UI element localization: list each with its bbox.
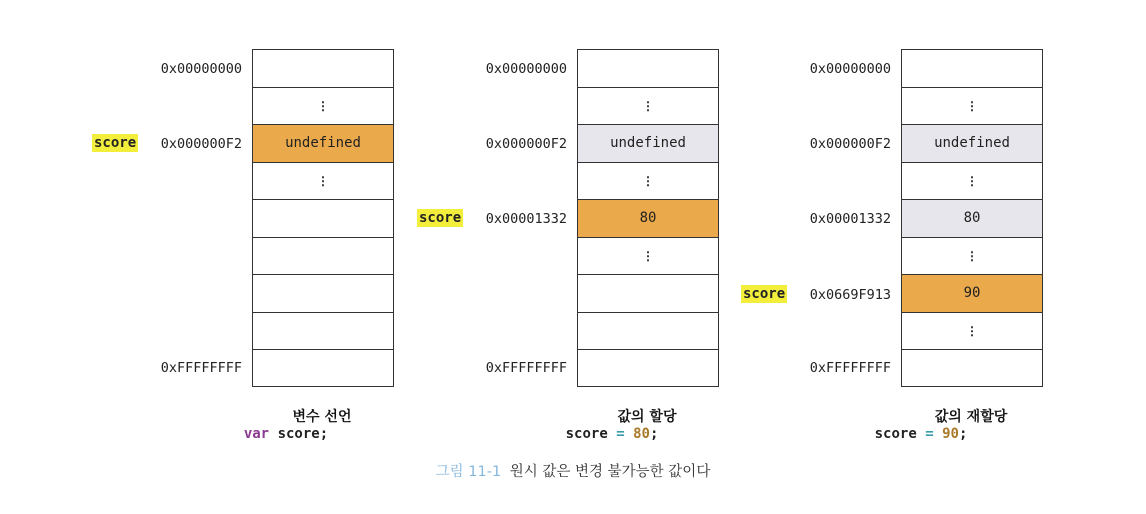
variable-label-score: score: [94, 135, 137, 151]
memory-column: [577, 49, 719, 387]
memory-cell: [902, 49, 1042, 87]
variable-label-score: score: [419, 210, 462, 226]
code-operator: =: [616, 426, 625, 442]
panel-title: 값의 재할당: [934, 409, 1008, 425]
memory-cell: [253, 199, 393, 237]
code-line: [512, 426, 712, 442]
address-label-mid: 0x000000F2: [809, 136, 891, 152]
memory-cell: [253, 349, 393, 387]
memory-cell: [578, 49, 718, 87]
code-identifier: score: [874, 426, 917, 442]
memory-cell-stale: undefined: [578, 124, 718, 162]
figure-caption: [0, 460, 1146, 481]
address-label-bottom: 0xFFFFFFFF: [485, 360, 567, 376]
memory-cell-ellipsis: ⋮: [902, 237, 1042, 275]
memory-cell-ellipsis: ⋮: [253, 162, 393, 200]
memory-cell-ellipsis: ⋮: [902, 312, 1042, 350]
memory-cell-ellipsis: ⋮: [253, 87, 393, 125]
memory-cell-ellipsis: ⋮: [902, 162, 1042, 200]
address-label-top: 0x00000000: [160, 61, 242, 77]
memory-cell-stale: 80: [902, 199, 1042, 237]
memory-cell-ellipsis: ⋮: [578, 237, 718, 275]
panel-title: 변수 선언: [292, 409, 352, 425]
figure-number: 그림 11-1: [435, 464, 502, 480]
memory-cell: [253, 49, 393, 87]
code-identifier: score: [565, 426, 608, 442]
address-label-new: 0x00001332: [485, 211, 567, 227]
code-line: [186, 426, 386, 442]
code-semicolon: ;: [649, 426, 659, 442]
variable-label-score: score: [743, 286, 786, 302]
address-label-top: 0x00000000: [485, 61, 567, 77]
memory-cell-current: 90: [902, 274, 1042, 312]
memory-cell: [578, 349, 718, 387]
memory-cell-current: undefined: [253, 124, 393, 162]
address-label-new: 0x00001332: [809, 211, 891, 227]
code-line: [821, 426, 1021, 442]
memory-cell: [253, 312, 393, 350]
memory-cell: [902, 349, 1042, 387]
memory-cell: [578, 312, 718, 350]
code-identifier: score: [277, 426, 320, 442]
address-label-bottom: 0xFFFFFFFF: [809, 360, 891, 376]
memory-column: [252, 49, 394, 387]
figure-caption-text: 원시 값은 변경 불가능한 값이다: [509, 464, 711, 480]
address-label-mid: 0x000000F2: [160, 136, 242, 152]
code-value: 80: [633, 426, 650, 442]
memory-cell-stale: undefined: [902, 124, 1042, 162]
address-label-top: 0x00000000: [809, 61, 891, 77]
memory-cell-ellipsis: ⋮: [902, 87, 1042, 125]
address-label-mid: 0x000000F2: [485, 136, 567, 152]
code-operator: =: [925, 426, 934, 442]
memory-cell-ellipsis: ⋮: [578, 87, 718, 125]
panel-title: 값의 할당: [617, 409, 677, 425]
memory-column: [901, 49, 1043, 387]
memory-cell-ellipsis: ⋮: [578, 162, 718, 200]
memory-cell-current: 80: [578, 199, 718, 237]
code-keyword: var: [243, 426, 270, 442]
code-semicolon: ;: [319, 426, 329, 442]
address-label-newest: 0x0669F913: [809, 287, 891, 303]
code-semicolon: ;: [958, 426, 968, 442]
memory-cell: [578, 274, 718, 312]
memory-cell: [253, 237, 393, 275]
code-value: 90: [942, 426, 959, 442]
address-label-bottom: 0xFFFFFFFF: [160, 360, 242, 376]
memory-cell: [253, 274, 393, 312]
